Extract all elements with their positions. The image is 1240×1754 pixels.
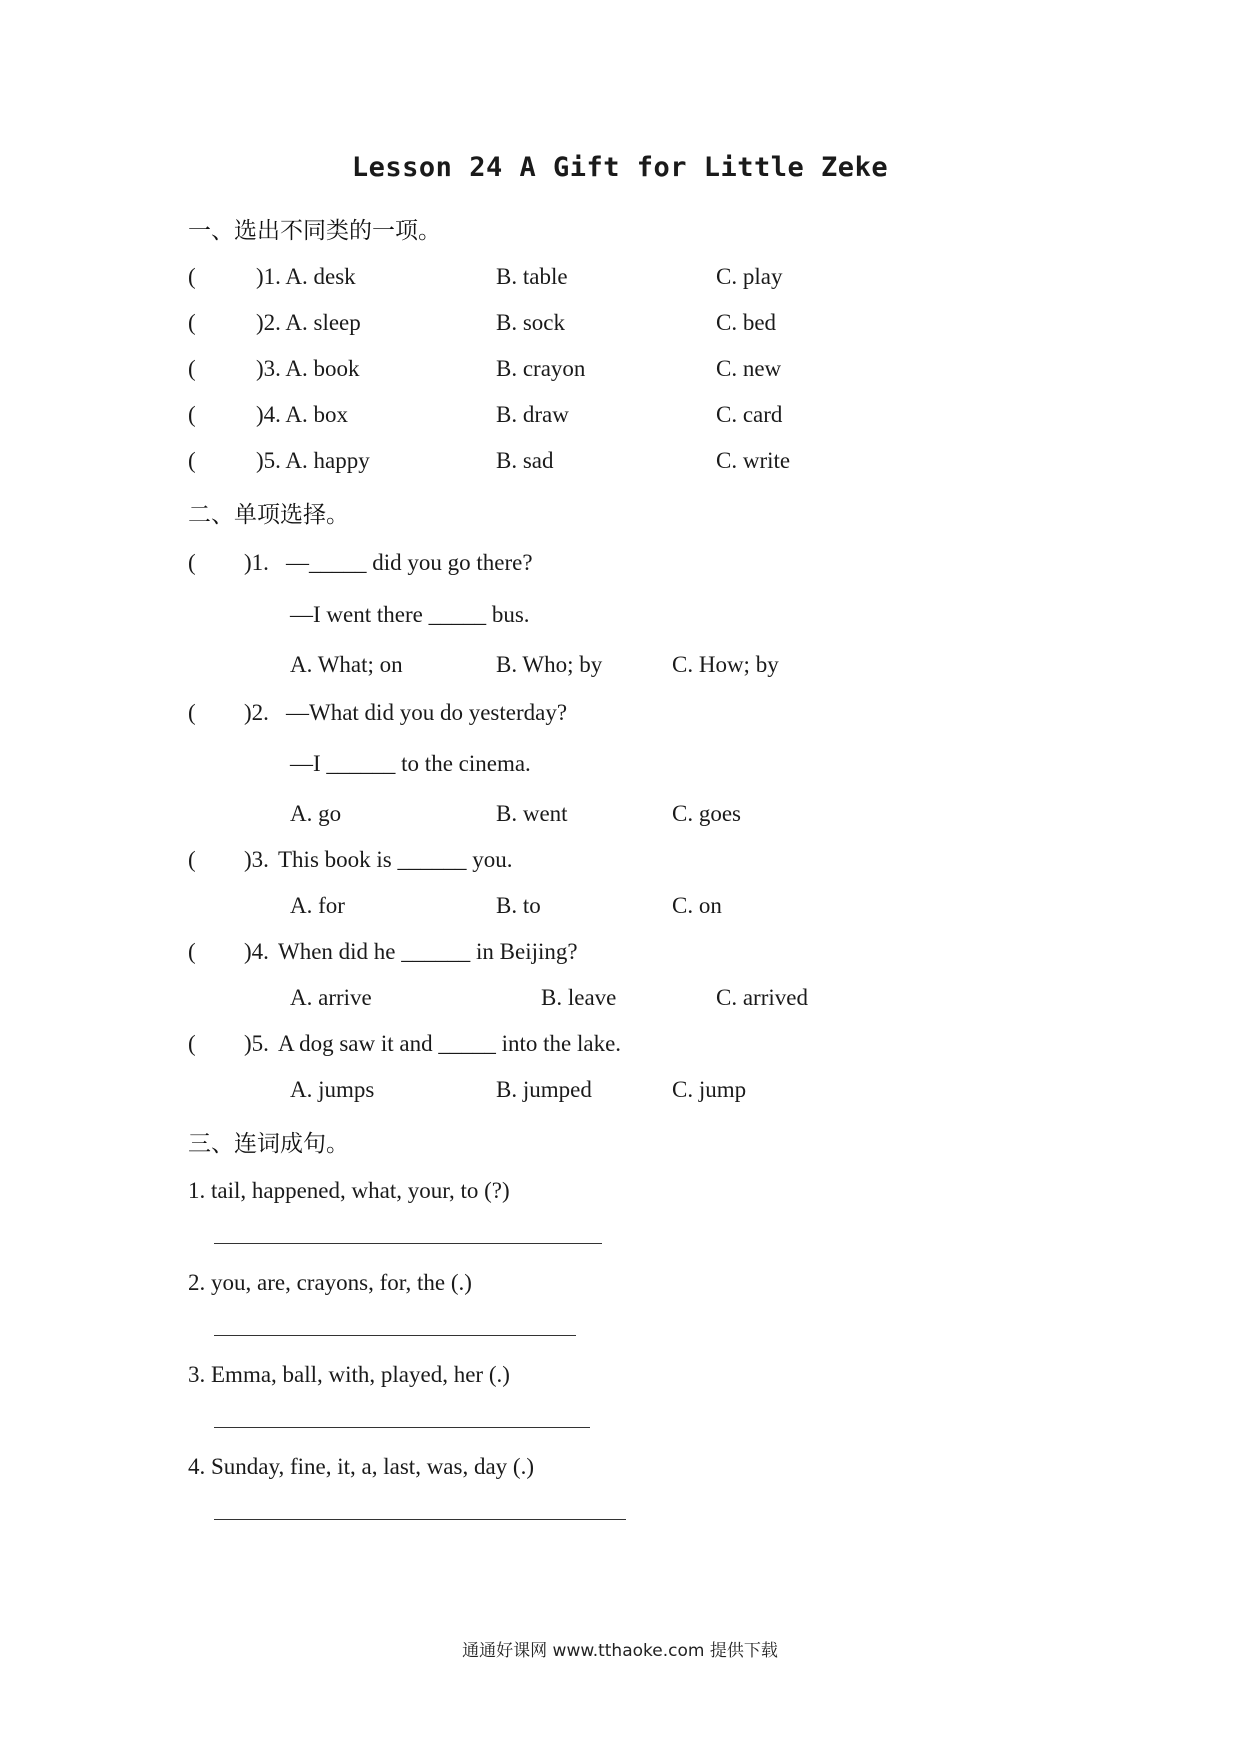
option-b: B. leave	[541, 985, 617, 1010]
question-number: )5.	[244, 1031, 269, 1056]
section1-heading: 一、选出不同类的一项。	[188, 218, 441, 244]
answer-paren[interactable]: (	[188, 1031, 196, 1056]
answer-paren[interactable]: (	[188, 402, 196, 427]
answer-paren[interactable]: (	[188, 847, 196, 872]
answer-paren[interactable]: (	[188, 356, 196, 381]
answer-paren[interactable]: (	[188, 550, 196, 575]
option-a: )2. A. sleep	[256, 310, 361, 335]
option-b: B. went	[496, 801, 568, 826]
option-b: B. to	[496, 893, 541, 918]
option-c: C. new	[716, 356, 782, 381]
section2-heading: 二、单项选择。	[188, 502, 349, 528]
option-a: A. go	[290, 801, 342, 826]
option-b: B. sock	[496, 310, 565, 335]
option-a: A. What; on	[290, 652, 403, 677]
list-item: 4. Sunday, fine, it, a, last, was, day (.)	[188, 1454, 534, 1479]
page-title: Lesson 24 A Gift for Little Zeke	[351, 152, 889, 183]
option-c: C. card	[716, 402, 783, 427]
list-item: 1. tail, happened, what, your, to (?)	[188, 1178, 510, 1203]
option-b: B. jumped	[496, 1077, 592, 1102]
option-a: A. arrive	[290, 985, 372, 1010]
list-item: 2. you, are, crayons, for, the (.)	[188, 1270, 472, 1295]
footer-credit: 通通好课网 www.tthaoke.com 提供下载	[462, 1641, 778, 1661]
option-a: )1. A. desk	[256, 264, 356, 289]
question-number: )1.	[244, 550, 269, 575]
option-b: B. draw	[496, 402, 569, 427]
question-text: When did he ______ in Beijing?	[278, 939, 578, 964]
answer-line[interactable]	[214, 1243, 602, 1244]
option-a: A. jumps	[290, 1077, 375, 1102]
question-text: A dog saw it and _____ into the lake.	[278, 1031, 622, 1056]
answer-paren[interactable]: (	[188, 264, 196, 289]
option-a: A. for	[290, 893, 345, 918]
answer-paren[interactable]: (	[188, 700, 196, 725]
option-c: C. bed	[716, 310, 777, 335]
answer-line[interactable]	[214, 1427, 590, 1428]
option-b: B. Who; by	[496, 652, 603, 677]
answer-line[interactable]	[214, 1335, 576, 1336]
option-c: C. play	[716, 264, 783, 289]
answer-line[interactable]	[214, 1519, 626, 1520]
question-number: )4.	[244, 939, 269, 964]
option-b: B. crayon	[496, 356, 586, 381]
answer-paren[interactable]: (	[188, 939, 196, 964]
option-b: B. table	[496, 264, 568, 289]
option-c: C. write	[716, 448, 791, 473]
question-text: This book is ______ you.	[278, 847, 513, 872]
list-item: 3. Emma, ball, with, played, her (.)	[188, 1362, 510, 1387]
option-c: C. on	[672, 893, 722, 918]
option-a: )3. A. book	[256, 356, 360, 381]
option-a: )5. A. happy	[256, 448, 370, 473]
section3-heading: 三、连词成句。	[188, 1131, 349, 1157]
option-c: C. goes	[672, 801, 741, 826]
question-text: —I ______ to the cinema.	[290, 751, 531, 776]
option-c: C. How; by	[672, 652, 779, 677]
answer-paren[interactable]: (	[188, 310, 196, 335]
question-text: —What did you do yesterday?	[286, 700, 568, 725]
question-number: )2.	[244, 700, 269, 725]
option-c: C. jump	[672, 1077, 747, 1102]
option-c: C. arrived	[716, 985, 808, 1010]
answer-paren[interactable]: (	[188, 448, 196, 473]
option-a: )4. A. box	[256, 402, 348, 427]
question-number: )3.	[244, 847, 269, 872]
option-b: B. sad	[496, 448, 554, 473]
question-text: —I went there _____ bus.	[290, 602, 530, 627]
question-text: —_____ did you go there?	[286, 550, 533, 575]
